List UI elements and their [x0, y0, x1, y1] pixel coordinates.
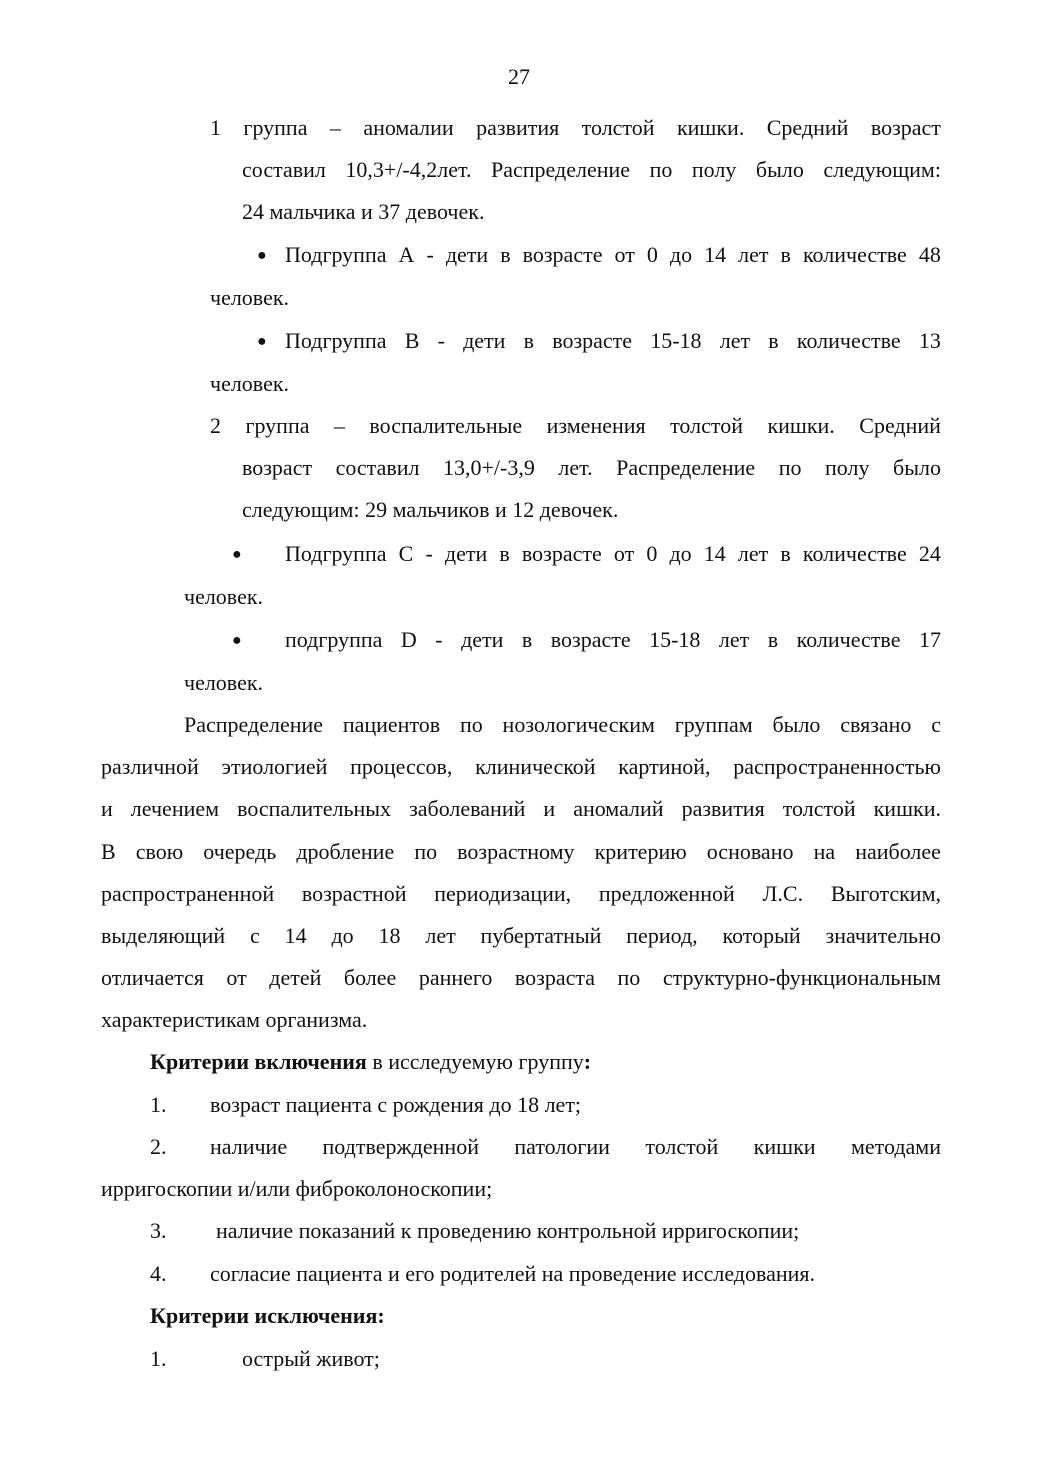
- word: с: [931, 712, 941, 737]
- word: очередь: [203, 839, 277, 864]
- word: от: [614, 242, 635, 267]
- word: Подгруппа: [285, 328, 387, 353]
- bullet-icon: ●: [257, 333, 267, 350]
- word: лет: [719, 328, 751, 353]
- word: 17: [918, 627, 941, 652]
- word: возрасте: [550, 627, 631, 652]
- inclusion-heading-rest: в исследуемую группу: [366, 1049, 584, 1074]
- bullet-icon: ●: [232, 632, 242, 649]
- group1-line3: 24 мальчика и 37 девочек.: [242, 199, 485, 224]
- word: структурно-функциональным: [662, 965, 941, 990]
- paragraph-line3: [101, 798, 941, 820]
- word: 14: [284, 923, 307, 948]
- word: основано: [706, 839, 794, 864]
- word: Распределение: [491, 157, 631, 182]
- word: дети: [444, 541, 488, 566]
- word: более: [343, 965, 397, 990]
- word: 48: [918, 242, 941, 267]
- word: группам: [674, 712, 753, 737]
- word: значительно: [825, 923, 941, 948]
- subgroup-d-continuation: человек.: [184, 670, 264, 695]
- word: детей: [269, 965, 322, 990]
- word: критерию: [594, 839, 687, 864]
- word: аномалий: [573, 796, 664, 821]
- paragraph-line8: характеристикам организма.: [101, 1007, 368, 1032]
- subgroup-b-continuation: человек.: [210, 371, 290, 396]
- subgroup-c: [285, 543, 941, 565]
- word: толстой: [670, 413, 743, 438]
- word: по: [649, 157, 673, 182]
- word: было: [893, 455, 941, 480]
- word: 15-18: [649, 627, 701, 652]
- word: пациентов: [342, 712, 441, 737]
- word: лечением: [130, 796, 220, 821]
- word: возрасте: [552, 328, 633, 353]
- subgroup-a-continuation: человек.: [210, 285, 290, 310]
- bullet-icon: ●: [232, 546, 242, 563]
- word: по: [778, 455, 802, 480]
- word: количестве: [802, 541, 907, 566]
- word: кишки.: [873, 796, 941, 821]
- paragraph-line1: [184, 714, 941, 736]
- word: периодизации,: [434, 881, 572, 906]
- subgroup-c-continuation: человек.: [184, 584, 264, 609]
- word: процессов,: [350, 754, 453, 779]
- word: дети: [463, 328, 506, 353]
- word: 10,3+/-4,2лет.: [345, 157, 472, 182]
- word: распространенной: [101, 881, 275, 906]
- word: было: [755, 157, 804, 182]
- word: методами: [850, 1134, 941, 1159]
- word: в: [499, 541, 510, 566]
- word: –: [329, 115, 341, 140]
- page-number: 27: [508, 64, 530, 89]
- bullet-icon: ●: [257, 247, 267, 264]
- word: различной: [101, 754, 199, 779]
- word: воспалительные: [369, 413, 523, 438]
- word: -: [437, 328, 445, 353]
- group1-line2: [242, 159, 941, 181]
- word: и: [543, 796, 556, 821]
- word: с: [250, 923, 260, 948]
- word: возраст: [870, 115, 941, 140]
- word: 13,0+/-3,9: [443, 455, 535, 480]
- word: в: [523, 328, 535, 353]
- word: в: [767, 627, 779, 652]
- word: количестве: [802, 242, 907, 267]
- word: кишки.: [767, 413, 835, 438]
- word: толстой: [782, 796, 856, 821]
- word: аномалии: [363, 115, 454, 140]
- word: заболеваний: [409, 796, 526, 821]
- word: кишки.: [676, 115, 745, 140]
- word: от: [226, 965, 247, 990]
- word: пубертатный: [480, 923, 602, 948]
- word: возраста: [514, 965, 596, 990]
- word: полу: [691, 157, 737, 182]
- group2-line3: следующим: 29 мальчиков и 12 девочек.: [242, 497, 619, 522]
- word: составил: [335, 455, 420, 480]
- word: наличие: [210, 1134, 288, 1159]
- word: В: [101, 839, 116, 864]
- word: 14: [704, 242, 727, 267]
- word: в: [780, 242, 791, 267]
- word: Подгруппа: [285, 242, 387, 267]
- word: до: [669, 242, 693, 267]
- word: дробление: [296, 839, 395, 864]
- word: Средний: [766, 115, 849, 140]
- word: по: [459, 712, 483, 737]
- word: Средний: [859, 413, 941, 438]
- inclusion-item-number: 2.: [150, 1134, 167, 1159]
- word: количестве: [796, 627, 901, 652]
- word: в: [521, 627, 533, 652]
- word: в: [780, 541, 791, 566]
- subgroup-b: [285, 330, 941, 352]
- word: свою: [135, 839, 184, 864]
- word: развития: [681, 796, 765, 821]
- word: 18: [378, 923, 401, 948]
- group2-line2: [242, 457, 941, 479]
- word: на: [813, 839, 836, 864]
- word: группа: [245, 413, 310, 438]
- word: количестве: [796, 328, 901, 353]
- word: составил: [242, 157, 326, 182]
- word: лет: [737, 541, 769, 566]
- word: D: [400, 627, 417, 652]
- word: развития: [476, 115, 560, 140]
- word: лет: [738, 242, 769, 267]
- word: подтвержденной: [322, 1134, 479, 1159]
- word: толстой: [581, 115, 655, 140]
- word: возрасте: [521, 541, 602, 566]
- word: 13: [918, 328, 941, 353]
- subgroup-d: [285, 629, 941, 651]
- word: выделяющий: [101, 923, 226, 948]
- word: -: [435, 627, 443, 652]
- word: отличается: [101, 965, 204, 990]
- inclusion-item-continuation: ирригоскопии и/или фиброколоноскопии;: [101, 1176, 493, 1201]
- inclusion-item-text: наличие показаний к проведению контрольной ирригоскопии;: [216, 1218, 800, 1243]
- word: нозологическим: [502, 712, 655, 737]
- word: толстой: [645, 1134, 719, 1159]
- paragraph-line6: [101, 925, 941, 947]
- word: 15-18: [650, 328, 702, 353]
- exclusion-heading: [150, 1305, 385, 1327]
- word: Подгруппа: [285, 541, 387, 566]
- word: -: [426, 242, 434, 267]
- word: полу: [825, 455, 870, 480]
- exclusion-item-number: 1.: [150, 1346, 167, 1371]
- word: который: [722, 923, 801, 948]
- word: 2: [210, 413, 221, 438]
- word: 0: [646, 541, 658, 566]
- paragraph-line5: [101, 883, 941, 905]
- word: предложенной: [598, 881, 735, 906]
- word: В: [404, 328, 420, 353]
- word: лет.: [558, 455, 593, 480]
- word: воспалительных: [237, 796, 392, 821]
- word: картиной,: [618, 754, 711, 779]
- inclusion-item-text: согласие пациента и его родителей на проведение исследования.: [210, 1261, 816, 1286]
- word: наиболее: [855, 839, 941, 864]
- word: распространенностью: [733, 754, 941, 779]
- word: в: [500, 242, 511, 267]
- word: связано: [840, 712, 912, 737]
- word: по: [414, 839, 438, 864]
- word: Распределение: [184, 712, 324, 737]
- word: дети: [445, 242, 489, 267]
- subgroup-a: [285, 244, 941, 266]
- word: подгруппа: [285, 627, 383, 652]
- word: и: [101, 796, 113, 821]
- word: по: [617, 965, 641, 990]
- word: 0: [646, 242, 658, 267]
- word: лет: [718, 627, 750, 652]
- word: возрасте: [522, 242, 603, 267]
- inclusion-heading-colon: :: [583, 1049, 592, 1074]
- inclusion-item-number: 3.: [150, 1218, 167, 1243]
- word: возраст: [242, 455, 313, 480]
- word: было: [772, 712, 821, 737]
- word: до: [331, 923, 354, 948]
- paragraph-line7: [101, 967, 941, 989]
- paragraph-line4: [101, 841, 941, 863]
- word: период,: [626, 923, 698, 948]
- paragraph-line2: [101, 756, 941, 778]
- word: С: [398, 541, 414, 566]
- group1-line1: [210, 117, 941, 139]
- word: в: [768, 328, 779, 353]
- word: кишки: [753, 1134, 816, 1159]
- inclusion-item-number: 1.: [150, 1092, 167, 1117]
- word: 14: [703, 541, 726, 566]
- inclusion-item-text: [210, 1136, 941, 1158]
- word: Л.С.: [762, 881, 804, 906]
- word: лет: [425, 923, 456, 948]
- word: патологии: [514, 1134, 610, 1159]
- word: 1: [210, 115, 221, 140]
- exclusion-item-text: острый живот;: [242, 1346, 380, 1371]
- word: от: [613, 541, 635, 566]
- word: А: [398, 242, 415, 267]
- word: дети: [461, 627, 504, 652]
- word: клинической: [475, 754, 596, 779]
- word: до: [669, 541, 692, 566]
- word: следующим:: [823, 157, 941, 182]
- inclusion-item-number: 4.: [150, 1261, 167, 1286]
- word: возрастной: [301, 881, 407, 906]
- word: 24: [918, 541, 941, 566]
- inclusion-item-text: возраст пациента с рождения до 18 лет;: [210, 1092, 582, 1117]
- word: раннего: [418, 965, 493, 990]
- inclusion-heading-bold: Критерии включения: [150, 1049, 367, 1074]
- group2-line1: [210, 415, 941, 437]
- inclusion-heading: [150, 1051, 591, 1073]
- word: возрастному: [457, 839, 575, 864]
- word: -: [425, 541, 433, 566]
- word: –: [333, 413, 345, 438]
- exclusion-heading-text: Критерии исключения:: [150, 1303, 385, 1328]
- word: этиологией: [221, 754, 328, 779]
- word: изменения: [546, 413, 646, 438]
- word: Распределение: [616, 455, 756, 480]
- word: Выготским,: [830, 881, 941, 906]
- word: группа: [243, 115, 308, 140]
